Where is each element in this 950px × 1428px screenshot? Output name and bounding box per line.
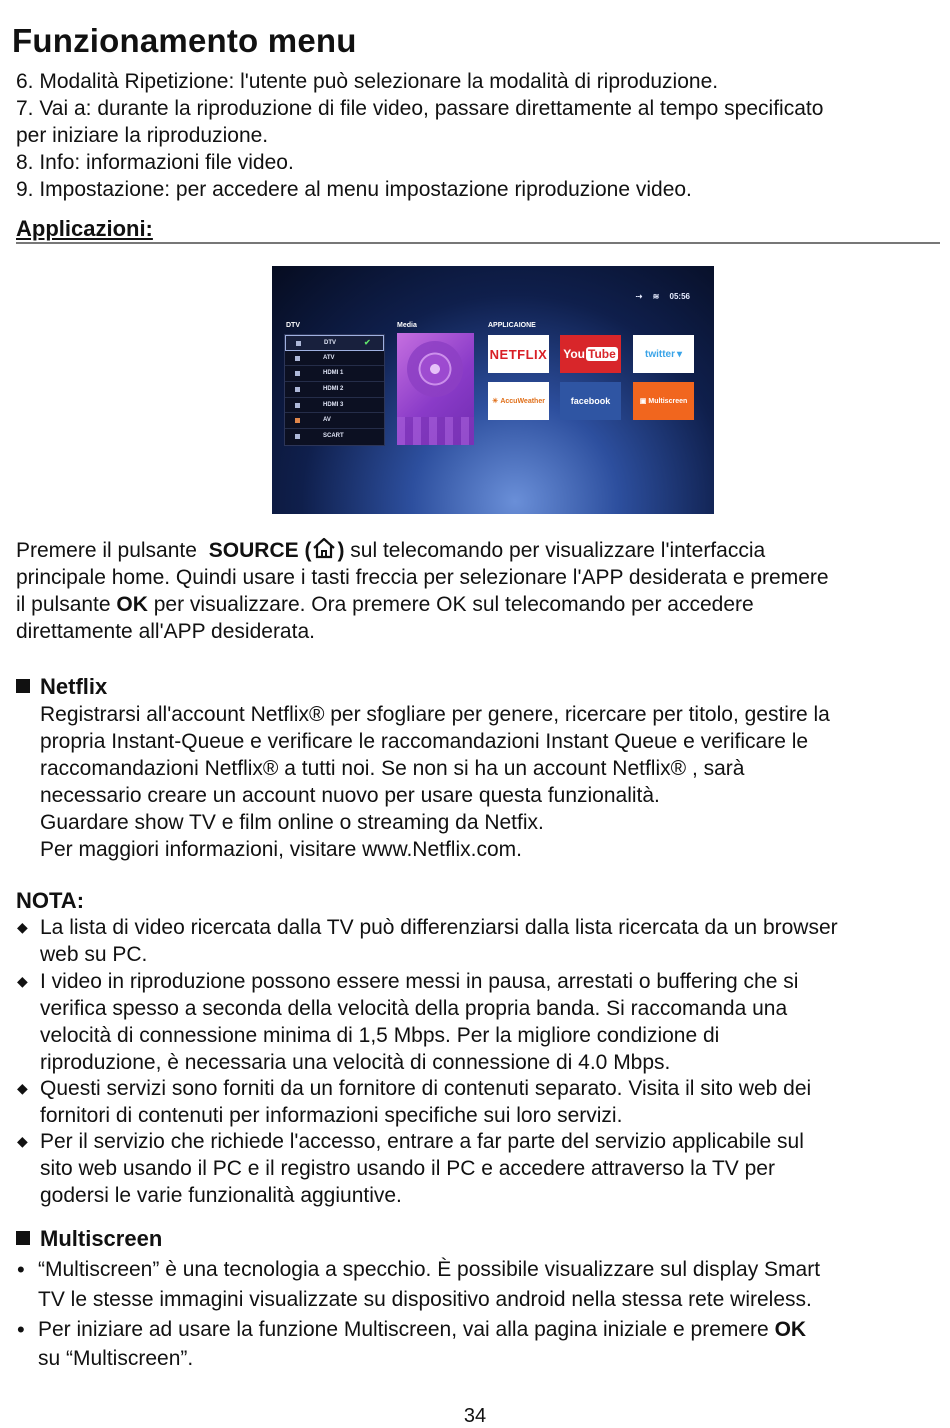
diamond-bullet-icon: ◆ xyxy=(17,919,28,935)
text-span: per visualizzare. Ora premere OK sul telecomando per accedere xyxy=(153,593,754,616)
multiscreen-icon: ▣ xyxy=(639,398,647,405)
nota-line: sito web usando il PC e il registro usando il PC e accedere attraverso la TV per xyxy=(40,1157,775,1180)
netflix-line: Guardare show TV e film online o streaming da Netfix. xyxy=(40,811,544,834)
multiscreen-label: Multiscreen xyxy=(648,397,688,405)
nota-item xyxy=(40,1128,804,1209)
source-icon xyxy=(296,341,301,346)
ok-key: OK xyxy=(774,1318,807,1341)
source-key-close: ) xyxy=(337,539,345,562)
tv-source-label: ATV xyxy=(323,354,335,361)
page-title: Funzionamento menu xyxy=(12,22,357,59)
netflix-line: necessario creare un account nuovo per usare questa funzionalità. xyxy=(40,784,660,807)
tv-source-label: AV xyxy=(323,417,331,424)
tv-app-netflix: NETFLIX xyxy=(488,335,549,373)
source-paragraph xyxy=(16,537,829,645)
text-span: Premere il pulsante xyxy=(16,539,197,562)
multiscreen-item xyxy=(38,1315,806,1373)
netflix-text xyxy=(40,701,830,863)
check-icon: ✔ xyxy=(364,338,371,347)
intro-line: 7. Vai a: durante la riproduzione di file video, passare direttamente al tempo specificato xyxy=(16,97,824,120)
netflix-line: propria Instant-Queue e verificare le raccomandazioni Instant Queue e verificare le xyxy=(40,730,809,753)
tv-section-dtv: DTV xyxy=(286,322,300,329)
tv-source-label: HDMI 3 xyxy=(323,401,344,408)
source-icon xyxy=(295,371,300,376)
film-strip-icon xyxy=(397,417,474,445)
paragraph-line: principale home. Quindi usare i tasti freccia per selezionare l'APP desiderata e premere xyxy=(16,566,829,589)
netflix-line: Registrarsi all'account Netflix® per sfogliare per genere, ricercare per titolo, gestire la xyxy=(40,703,830,726)
tv-media-tile xyxy=(397,333,474,445)
intro-text xyxy=(16,68,823,203)
source-key: SOURCE ( xyxy=(208,539,312,562)
nota-line: Questi servizi sono forniti da un fornitore di contenuti separato. Visita il sito web dei xyxy=(40,1077,812,1100)
source-icon xyxy=(295,387,300,392)
tv-app-multiscreen xyxy=(633,382,694,420)
source-icon xyxy=(295,418,300,423)
nota-item xyxy=(40,968,798,1076)
tv-source-item xyxy=(285,335,384,351)
tv-source-label: HDMI 2 xyxy=(323,386,344,393)
nota-line: riproduzione, è necessaria una velocità di connessione di 4.0 Mbps. xyxy=(40,1051,671,1074)
text-span: sul telecomando per visualizzare l'interfaccia xyxy=(350,539,766,562)
multiscreen-heading-text: Multiscreen xyxy=(40,1226,163,1251)
nota-item xyxy=(40,914,838,968)
tv-source-label: DTV xyxy=(324,340,336,346)
youtube-you: You xyxy=(563,347,585,361)
home-icon xyxy=(312,537,336,559)
sun-icon: ☀ xyxy=(492,398,499,405)
square-bullet-icon xyxy=(16,1231,30,1245)
round-bullet-icon: • xyxy=(17,1317,25,1342)
tv-app-facebook: facebook xyxy=(560,382,621,420)
tv-status-bar xyxy=(628,292,690,301)
tv-source-list xyxy=(284,334,385,446)
tv-source-item xyxy=(285,382,384,398)
tv-source-item xyxy=(285,429,384,445)
nota-heading: NOTA: xyxy=(16,888,85,913)
text-span: il pulsante xyxy=(16,593,111,616)
tv-app-accuweather xyxy=(488,382,549,420)
source-icon xyxy=(295,434,300,439)
ok-key: OK xyxy=(116,593,148,616)
tv-source-item xyxy=(285,413,384,429)
twitter-bird-icon: ▾ xyxy=(676,348,683,360)
youtube-tube: Tube xyxy=(588,347,616,361)
tv-section-apps: APPLICAIONE xyxy=(488,322,536,329)
diamond-bullet-icon: ◆ xyxy=(17,1080,28,1096)
tv-source-item xyxy=(285,398,384,414)
nota-line: fornitori di contenuti per informazioni specifiche sui loro servizi. xyxy=(40,1104,623,1127)
applications-heading: Applicazioni: xyxy=(16,216,153,241)
twitter-label: twitter xyxy=(644,348,675,360)
paragraph-line xyxy=(16,591,829,618)
diamond-bullet-icon: ◆ xyxy=(17,1133,28,1149)
tv-home-screenshot xyxy=(272,266,714,514)
multiscreen-item xyxy=(38,1255,820,1315)
nota-item xyxy=(40,1075,811,1129)
intro-line: 8. Info: informazioni file video. xyxy=(16,151,294,174)
nota-line: web su PC. xyxy=(40,943,148,966)
nota-line: La lista di video ricercata dalla TV può differenziarsi dalla lista ricercata da un browser xyxy=(40,916,838,939)
page-number: 34 xyxy=(463,1405,487,1427)
paragraph-line: direttamente all'APP desiderata. xyxy=(16,620,315,643)
multiscreen-line: su “Multiscreen”. xyxy=(38,1347,194,1370)
netflix-line: Per maggiori informazioni, visitare www.Netflix.com. xyxy=(40,838,522,861)
multiscreen-line xyxy=(38,1315,806,1344)
multiscreen-heading xyxy=(16,1226,162,1252)
source-icon xyxy=(295,403,300,408)
multiscreen-line: TV le stesse immagini visualizzate su dispositivo android nella stessa rete wireless. xyxy=(38,1288,812,1311)
text-span: Per iniziare ad usare la funzione Multiscreen, vai alla pagina iniziale e premere xyxy=(38,1318,769,1341)
nota-line: Per il servizio che richiede l'accesso, entrare a far parte del servizio applicabile sul xyxy=(40,1130,804,1153)
tv-source-item xyxy=(285,351,384,367)
tv-app-youtube xyxy=(560,335,621,373)
heading-rule xyxy=(16,242,940,244)
usb-icon: ⇢ xyxy=(635,292,643,301)
round-bullet-icon: • xyxy=(17,1257,25,1282)
netflix-heading xyxy=(16,674,107,700)
nota-line: velocità di connessione minima di 1,5 Mbps. Per la migliore condizione di xyxy=(40,1024,720,1047)
nota-line: I video in riproduzione possono essere messi in pausa, arrestati o buffering che si xyxy=(40,970,799,993)
tv-clock: 05:56 xyxy=(669,292,690,301)
tv-section-media: Media xyxy=(397,322,417,329)
nota-line: verifica spesso a seconda della velocità della propria banda. Si raccomanda una xyxy=(40,997,788,1020)
diamond-bullet-icon: ◆ xyxy=(17,973,28,989)
wifi-icon: ≋ xyxy=(652,292,660,301)
multiscreen-line: “Multiscreen” è una tecnologia a specchio. È possibile visualizzare sul display Smart xyxy=(38,1258,821,1281)
netflix-line: raccomandazioni Netflix® a tutti noi. Se non si ha un account Netflix® , sarà xyxy=(40,757,745,780)
nota-line: godersi le varie funzionalità aggiuntive. xyxy=(40,1184,402,1207)
paragraph-line xyxy=(16,537,829,564)
tv-source-item xyxy=(285,366,384,382)
tv-app-twitter xyxy=(633,335,694,373)
intro-line: 6. Modalità Ripetizione: l'utente può selezionare la modalità di riproduzione. xyxy=(16,70,719,93)
netflix-heading-text: Netflix xyxy=(40,674,108,699)
accuweather-label: AccuWeather xyxy=(500,397,545,405)
disc-icon xyxy=(407,341,463,397)
intro-line: per iniziare la riproduzione. xyxy=(16,124,269,147)
source-icon xyxy=(295,356,300,361)
square-bullet-icon xyxy=(16,679,30,693)
intro-line: 9. Impostazione: per accedere al menu impostazione riproduzione video. xyxy=(16,178,692,201)
tv-source-label: SCART xyxy=(323,433,344,440)
tv-source-label: HDMI 1 xyxy=(323,370,344,377)
